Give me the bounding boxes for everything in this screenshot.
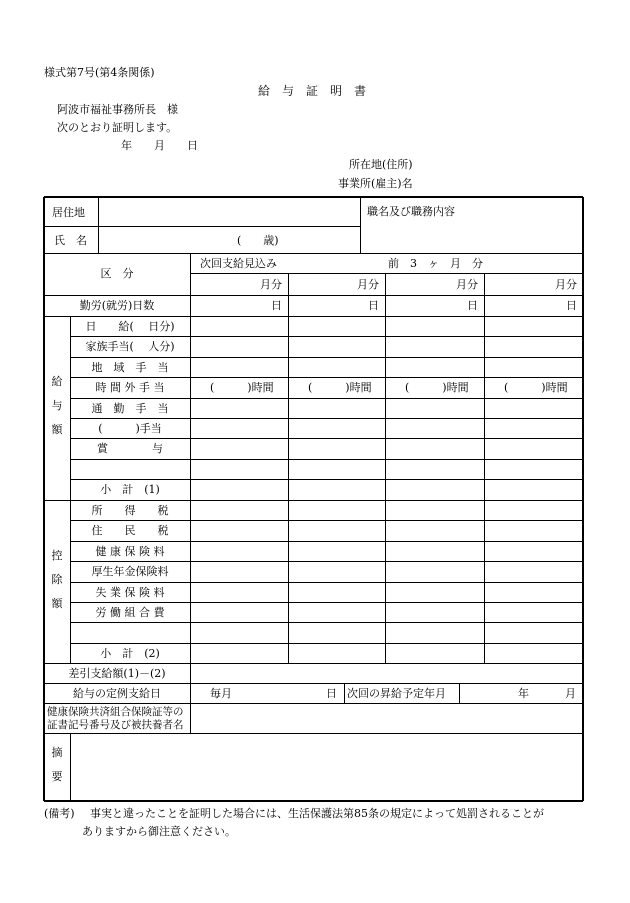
grid-line bbox=[70, 733, 71, 801]
payday-monthly: 毎月 bbox=[210, 687, 232, 700]
grid-line bbox=[44, 196, 583, 198]
month-unit-2: 月分 bbox=[357, 278, 379, 291]
note-line-2: ありますから御注意ください。 bbox=[82, 825, 236, 838]
deduct-row-5: 失 業 保 険 料 bbox=[95, 586, 165, 599]
age-label: ( 歳) bbox=[237, 234, 279, 247]
gross-row-9: 小 計 (1) bbox=[100, 483, 160, 496]
date-line: 年 月 日 bbox=[121, 139, 198, 152]
month-unit-4: 月分 bbox=[555, 278, 577, 291]
deduct-row-6: 労 働 組 合 費 bbox=[95, 606, 165, 619]
certificate-form bbox=[44, 197, 583, 801]
grid-line bbox=[190, 295, 583, 296]
deduct-section-char-1: 控 bbox=[51, 548, 63, 562]
grid-line bbox=[190, 273, 583, 274]
grid-line bbox=[44, 683, 583, 684]
grid-line bbox=[190, 500, 191, 663]
gross-row-2: 家族手当( 人分) bbox=[85, 340, 175, 353]
grid-line bbox=[44, 500, 583, 501]
category-label: 区 分 bbox=[100, 267, 134, 280]
grid-line bbox=[70, 541, 583, 542]
grid-line bbox=[70, 377, 583, 378]
grid-line bbox=[44, 226, 360, 227]
grid-line bbox=[190, 316, 191, 500]
page-title: 給 与 証 明 書 bbox=[258, 84, 367, 98]
location-label: 所在地(住所) bbox=[349, 158, 413, 171]
month-unit-1: 月分 bbox=[260, 278, 282, 291]
certify-text: 次のとおり証明します。 bbox=[57, 121, 178, 134]
grid-line bbox=[70, 459, 583, 460]
grid-line bbox=[70, 602, 583, 603]
gross-section-char-1: 給 bbox=[51, 375, 63, 388]
overtime-hours-3: ( )時間 bbox=[405, 381, 469, 394]
grid-line bbox=[44, 316, 583, 317]
grid-line bbox=[70, 479, 583, 480]
grid-line bbox=[70, 398, 583, 399]
grid-line bbox=[484, 500, 485, 663]
grid-line bbox=[344, 683, 345, 703]
day-unit-1: 日 bbox=[271, 299, 282, 312]
remarks-char-2: 要 bbox=[51, 770, 63, 783]
overtime-hours-2: ( )時間 bbox=[308, 381, 372, 394]
next-expected: 次回支給見込み bbox=[200, 257, 277, 270]
remarks-char-1: 摘 bbox=[51, 746, 63, 759]
month-unit-3: 月分 bbox=[456, 278, 478, 291]
note-label: (備考) bbox=[44, 807, 75, 820]
grid-line bbox=[385, 316, 386, 500]
deduct-section-char-3: 額 bbox=[51, 596, 63, 610]
gross-row-7: 賞 与 bbox=[97, 442, 163, 455]
overtime-hours-4: ( )時間 bbox=[504, 381, 568, 394]
gross-section-char-3: 額 bbox=[51, 423, 63, 436]
deduct-section-char-2: 除 bbox=[51, 572, 63, 586]
job-label: 職名及び職務内容 bbox=[367, 205, 455, 218]
net-pay-label: 差引支給額(1)－(2) bbox=[68, 667, 166, 680]
grid-line bbox=[70, 643, 583, 644]
employer-label: 事業所(雇主)名 bbox=[338, 177, 413, 190]
grid-line bbox=[70, 357, 583, 358]
grid-line bbox=[459, 683, 460, 703]
day-unit-2: 日 bbox=[368, 299, 379, 312]
gross-row-1: 日 給( 日分) bbox=[85, 320, 175, 333]
grid-line bbox=[190, 703, 191, 733]
grid-line bbox=[44, 295, 190, 296]
raise-label: 次回の昇給予定年月 bbox=[347, 687, 446, 700]
grid-line bbox=[70, 622, 583, 623]
grid-line bbox=[98, 197, 99, 226]
raise-month: 月 bbox=[565, 687, 576, 700]
gross-section-char-2: 与 bbox=[51, 399, 63, 412]
grid-line bbox=[44, 253, 583, 254]
deduct-row-3: 健 康 保 険 料 bbox=[95, 545, 165, 558]
gross-row-5: 通 勤 手 当 bbox=[91, 402, 169, 415]
grid-line bbox=[70, 582, 583, 583]
gross-row-3: 地 域 手 当 bbox=[91, 361, 169, 374]
grid-line bbox=[44, 663, 583, 664]
grid-line bbox=[360, 197, 361, 253]
grid-line bbox=[44, 703, 583, 704]
deduct-row-4: 厚生年金保険料 bbox=[91, 565, 169, 578]
grid-line bbox=[385, 500, 386, 663]
grid-line bbox=[44, 733, 583, 734]
raise-year: 年 bbox=[518, 687, 529, 700]
insurance-line-2: 証書記号番号及び被扶養者名 bbox=[47, 719, 184, 731]
overtime-hours-1: ( )時間 bbox=[210, 381, 274, 394]
deduct-row-2: 住 民 税 bbox=[91, 524, 169, 537]
addressee: 阿波市福祉事務所長 様 bbox=[57, 103, 178, 116]
grid-line bbox=[484, 316, 485, 500]
day-unit-4: 日 bbox=[566, 299, 577, 312]
grid-line bbox=[288, 316, 289, 500]
note-line-1: 事実と違ったことを証明した場合には、生活保護法第85条の規定によって処罰されることが bbox=[90, 807, 544, 820]
grid-line bbox=[70, 561, 583, 562]
deduct-row-1: 所 得 税 bbox=[91, 504, 169, 517]
grid-line bbox=[70, 336, 583, 337]
grid-line bbox=[70, 418, 583, 419]
grid-line bbox=[44, 800, 583, 802]
day-unit-3: 日 bbox=[467, 299, 478, 312]
grid-line bbox=[582, 197, 584, 801]
prior-months: 前 3 ヶ 月 分 bbox=[388, 257, 483, 270]
form-number: 様式第7号(第4条関係) bbox=[44, 66, 155, 79]
workdays-label: 勤労(就労)日数 bbox=[79, 299, 155, 312]
grid-line bbox=[98, 226, 99, 253]
grid-line bbox=[190, 663, 191, 683]
gross-row-6: ( )手当 bbox=[98, 422, 162, 435]
grid-line bbox=[288, 500, 289, 663]
address-label: 居住地 bbox=[52, 206, 85, 219]
grid-line bbox=[190, 683, 191, 703]
grid-line bbox=[70, 438, 583, 439]
gross-row-4: 時 間 外 手 当 bbox=[95, 381, 165, 394]
payday-label: 給与の定例支給日 bbox=[73, 687, 161, 700]
insurance-line-1: 健康保険共済組合保険証等の bbox=[47, 706, 184, 718]
deduct-row-8: 小 計 (2) bbox=[100, 647, 160, 660]
name-label: 氏 名 bbox=[54, 234, 87, 247]
grid-line bbox=[70, 520, 583, 521]
payday-day: 日 bbox=[326, 687, 337, 700]
grid-line bbox=[43, 197, 45, 801]
